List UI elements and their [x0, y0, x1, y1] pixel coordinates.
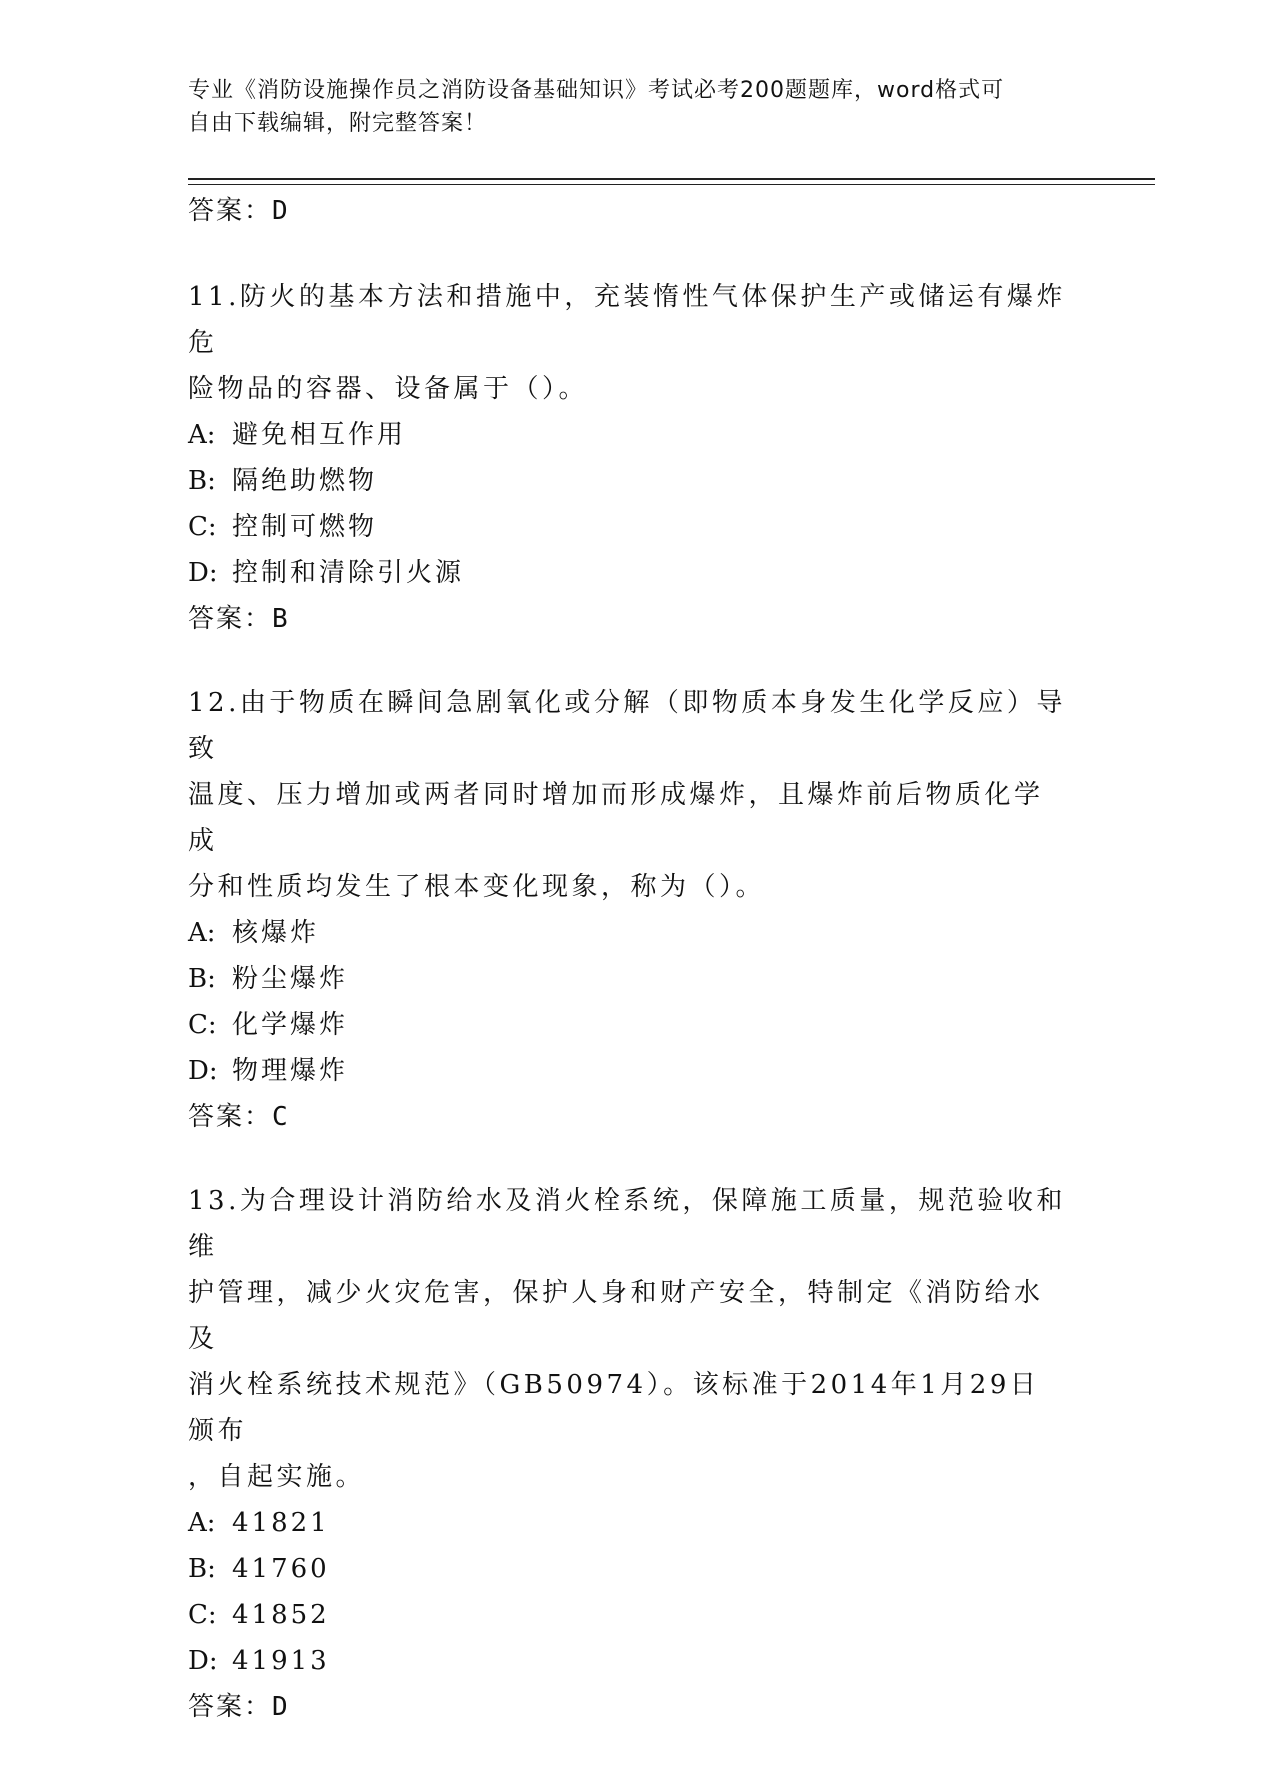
option-c [188, 504, 1088, 550]
option-b [188, 956, 1088, 1002]
stem-line: 消火栓系统技术规范》（GB50974）。该标准于2014年1月29日颁布 [188, 1370, 1040, 1446]
question-stem [188, 680, 1068, 910]
question-11 [188, 274, 1088, 642]
option-key: B: [188, 466, 216, 496]
option-text: 41760 [232, 1554, 330, 1584]
question-12 [188, 680, 1088, 1140]
option-a [188, 910, 1088, 956]
header-divider-thin [188, 184, 1155, 185]
option-text: 控制和清除引火源 [232, 558, 465, 588]
question-answer [188, 1684, 1088, 1730]
question-answer [188, 596, 1088, 642]
answer-value: D [272, 196, 290, 226]
answer-value: D [272, 1692, 290, 1722]
stem-line: 12.由于物质在瞬间急剧氧化或分解（即物质本身发生化学反应）导致 [188, 688, 1066, 764]
option-key: C: [188, 1010, 217, 1040]
stem-line: 温度、压力增加或两者同时增加而形成爆炸，且爆炸前后物质化学成 [188, 780, 1044, 856]
answer-value: C [272, 1102, 290, 1132]
option-text: 物理爆炸 [232, 1056, 349, 1086]
option-d [188, 1638, 1088, 1684]
option-d [188, 1048, 1088, 1094]
option-text: 41852 [232, 1600, 330, 1630]
answer-value: B [272, 604, 290, 634]
option-b [188, 458, 1088, 504]
stem-line: 分和性质均发生了根本变化现象，称为（）。 [188, 872, 766, 902]
header-line-1: 专业《消防设施操作员之消防设备基础知识》考试必考200题题库，word格式可 [188, 78, 1005, 103]
option-key: B: [188, 1554, 216, 1584]
option-key: A: [188, 420, 216, 450]
option-key: C: [188, 1600, 217, 1630]
stem-line: 险物品的容器、设备属于（）。 [188, 374, 589, 404]
question-stem [188, 274, 1068, 412]
stem-line: 护管理，减少火灾危害，保护人身和财产安全，特制定《消防给水及 [188, 1278, 1044, 1354]
option-c [188, 1592, 1088, 1638]
header-divider-thick [188, 178, 1155, 180]
question-13 [188, 1178, 1088, 1730]
answer-label: 答案： [188, 196, 273, 226]
answer-label: 答案： [188, 1692, 273, 1722]
answer-label: 答案： [188, 1102, 273, 1132]
option-key: B: [188, 964, 216, 994]
question-stem [188, 1178, 1068, 1500]
stem-line: 11.防火的基本方法和措施中，充装惰性气体保护生产或储运有爆炸危 [188, 282, 1066, 358]
option-b [188, 1546, 1088, 1592]
option-key: C: [188, 512, 217, 542]
question-list [188, 188, 1088, 1768]
option-d [188, 550, 1088, 596]
document-header [188, 74, 1068, 140]
option-text: 化学爆炸 [232, 1010, 349, 1040]
option-text: 隔绝助燃物 [232, 466, 378, 496]
option-text: 控制可燃物 [232, 512, 378, 542]
previous-answer [188, 188, 1088, 234]
answer-label: 答案： [188, 604, 273, 634]
stem-line: 13.为合理设计消防给水及消火栓系统，保障施工质量，规范验收和维 [188, 1186, 1066, 1262]
option-key: D: [188, 558, 218, 588]
option-text: 核爆炸 [232, 918, 320, 948]
option-c [188, 1002, 1088, 1048]
option-key: A: [188, 918, 216, 948]
option-key: A: [188, 1508, 216, 1538]
option-text: 41821 [232, 1508, 330, 1538]
header-line-2: 自由下载编辑，附完整答案！ [188, 111, 488, 136]
option-key: D: [188, 1646, 218, 1676]
stem-line: ，自起实施。 [188, 1462, 366, 1492]
option-key: D: [188, 1056, 218, 1086]
option-a [188, 1500, 1088, 1546]
option-text: 避免相互作用 [232, 420, 407, 450]
option-a [188, 412, 1088, 458]
option-text: 41913 [232, 1646, 330, 1676]
option-text: 粉尘爆炸 [232, 964, 349, 994]
question-answer [188, 1094, 1088, 1140]
